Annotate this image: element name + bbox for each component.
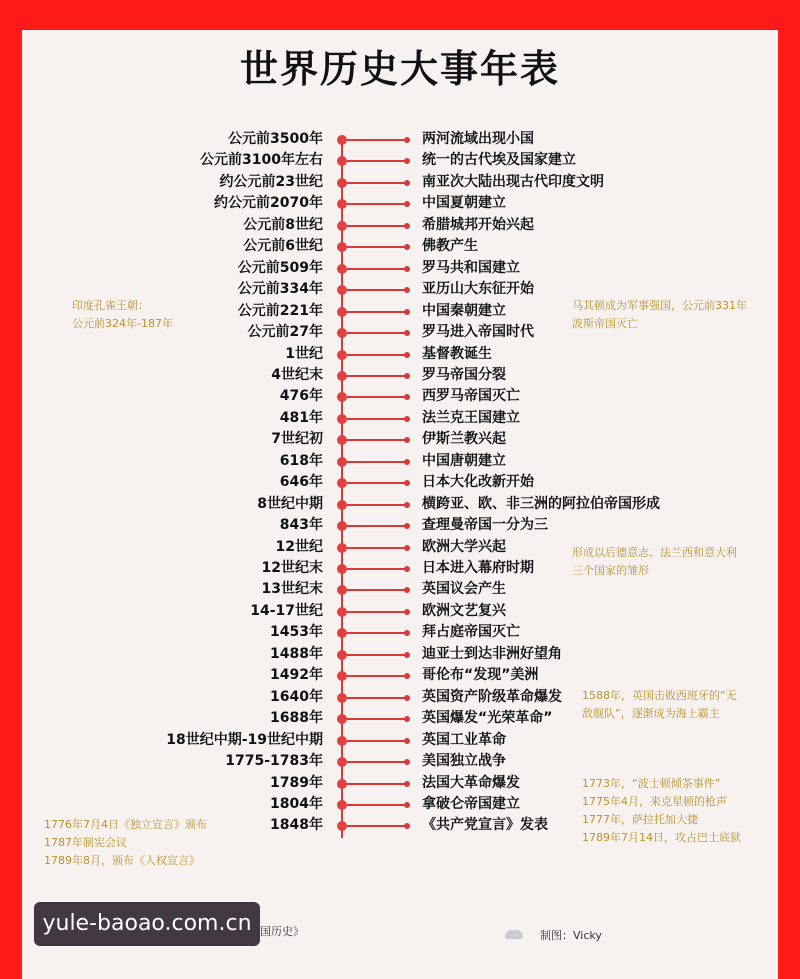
timeline-dot: [337, 543, 347, 553]
connector-line: [347, 675, 407, 677]
note-left: [44, 816, 207, 870]
timeline-row: [22, 193, 778, 214]
event-text: 英国爆发“光荣革命”: [422, 710, 553, 727]
connector-dot: [404, 695, 410, 701]
event-text: 中国夏朝建立: [422, 195, 506, 212]
timeline-row: [22, 386, 778, 407]
timeline-row: [22, 408, 778, 429]
timeline-dot: [337, 779, 347, 789]
event-date: 14-17世纪: [250, 602, 323, 619]
timeline-dot: [337, 585, 347, 595]
event-text: 法兰克王国建立: [422, 409, 520, 426]
timeline-row: [22, 129, 778, 150]
event-text: 中国唐朝建立: [422, 452, 506, 469]
connector-dot: [404, 137, 410, 143]
event-text: 南亚次大陆出现古代印度文明: [422, 173, 604, 190]
connector-line: [347, 354, 407, 356]
event-date: 13世纪末: [261, 581, 323, 598]
connector-line: [347, 311, 407, 313]
event-text: 罗马共和国建立: [422, 259, 520, 276]
event-text: 日本进入幕府时期: [422, 560, 534, 576]
event-date: 476年: [279, 388, 323, 405]
event-date: 1世纪: [285, 345, 323, 362]
connector-dot: [404, 394, 410, 400]
event-date: 12世纪: [275, 538, 323, 555]
connector-dot: [404, 459, 410, 465]
timeline-row: [22, 644, 778, 665]
event-text: 欧洲文艺复兴: [422, 602, 506, 619]
event-text: 迪亚士到达非洲好望角: [422, 645, 562, 662]
connector-dot: [404, 223, 410, 229]
timeline-row: [22, 215, 778, 236]
event-text: 基督教诞生: [422, 345, 492, 362]
timeline-dot: [337, 371, 347, 381]
connector-line: [347, 654, 407, 656]
event-text: 英国资产阶级革命爆发: [422, 688, 562, 705]
event-date: 公元前509年: [237, 259, 323, 276]
timeline-row: [22, 344, 778, 365]
event-date: 1789年: [270, 774, 323, 791]
note-frankish: [572, 544, 737, 580]
timeline-dot: [337, 350, 347, 360]
connector-line: [347, 461, 407, 463]
timeline-dot: [337, 199, 347, 209]
timeline-row: [22, 515, 778, 536]
event-text: 英国议会产生: [422, 581, 506, 598]
timeline-dot: [337, 242, 347, 252]
timeline-dot: [337, 435, 347, 445]
timeline-dot: [337, 307, 347, 317]
note-line: 1776年7月4日《独立宣言》颁布: [44, 818, 207, 831]
timeline-row: [22, 730, 778, 751]
event-text: 横跨亚、欧、非三洲的阿拉伯帝国形成: [422, 495, 660, 512]
connector-dot: [404, 287, 410, 293]
event-date: 公元前6世纪: [243, 238, 323, 255]
note-line: 印度孔雀王朝：: [72, 299, 149, 312]
connector-dot: [404, 437, 410, 443]
event-date: 1688年: [270, 710, 323, 727]
connector-dot: [404, 716, 410, 722]
connector-line: [347, 697, 407, 699]
event-text: 伊斯兰教兴起: [422, 431, 506, 448]
note-macedon: [572, 297, 747, 333]
event-date: 1640年: [270, 688, 323, 705]
event-date: 公元前221年: [237, 302, 323, 319]
note-line: 1775年4月，来克星顿的枪声: [582, 795, 727, 808]
connector-dot: [404, 352, 410, 358]
connector-line: [347, 246, 407, 248]
event-text: 哥伦布“发现”美洲: [422, 667, 539, 684]
connector-dot: [404, 738, 410, 744]
connector-dot: [404, 502, 410, 508]
timeline-row: [22, 258, 778, 279]
note-line: 1789年7月14日，攻占巴士底狱: [582, 831, 741, 844]
timeline-dot: [337, 564, 347, 574]
timeline-dot: [337, 178, 347, 188]
connector-line: [347, 396, 407, 398]
connector-line: [347, 761, 407, 763]
page-title: 世界历史大事年表: [239, 47, 560, 91]
timeline-row: [22, 622, 778, 643]
note-line: 敌舰队”，逐渐成为海上霸主: [582, 707, 720, 720]
event-date: 约公元前23世纪: [219, 173, 323, 190]
note-line: 马其顿成为军事强国，公元前331年: [572, 299, 747, 312]
connector-dot: [404, 673, 410, 679]
timeline-dot: [337, 671, 347, 681]
note-armada: [582, 687, 737, 723]
connector-dot: [404, 158, 410, 164]
event-date: 公元前3500年: [228, 131, 323, 147]
timeline-dot: [337, 607, 347, 617]
event-text: 欧洲大学兴起: [422, 538, 506, 555]
event-text: 中国秦朝建立: [422, 302, 506, 319]
connector-dot: [404, 201, 410, 207]
note-line: 1787年制宪会议: [44, 836, 127, 849]
connector-dot: [404, 545, 410, 551]
note-line: 形成以后德意志、法兰西和意大利: [572, 546, 737, 559]
event-text: 希腊城邦开始兴起: [422, 216, 534, 233]
timeline-dot: [337, 714, 347, 724]
event-date: 4世纪末: [271, 366, 323, 383]
connector-line: [347, 547, 407, 549]
connector-line: [347, 632, 407, 634]
connector-line: [347, 225, 407, 227]
event-text: 拿破仑帝国建立: [422, 795, 520, 812]
connector-dot: [404, 180, 410, 186]
event-text: 统一的古代埃及国家建立: [422, 152, 576, 169]
connector-dot: [404, 416, 410, 422]
event-date: 7世纪初: [271, 431, 323, 448]
connector-line: [347, 525, 407, 527]
timeline-row: [22, 429, 778, 450]
timeline-dot: [337, 414, 347, 424]
timeline-dot: [337, 285, 347, 295]
timeline-row: [22, 150, 778, 171]
connector-dot: [404, 759, 410, 765]
event-date: 8世纪中期: [257, 495, 323, 512]
connector-line: [347, 289, 407, 291]
timeline-row: [22, 472, 778, 493]
footer-source: 国历史》: [260, 925, 304, 938]
connector-line: [347, 182, 407, 184]
note-line: 1588年，英国击败西班牙的“无: [582, 689, 737, 702]
timeline-row: [22, 236, 778, 257]
timeline-dot: [337, 457, 347, 467]
connector-dot: [404, 823, 410, 829]
timeline-dot: [337, 628, 347, 638]
event-date: 约公元前2070年: [214, 195, 323, 212]
note-line: 波斯帝国灭亡: [572, 317, 638, 330]
event-text: 《共产党宣言》发表: [422, 817, 548, 834]
footer-credit: 制图：Vicky: [540, 929, 602, 942]
connector-dot: [404, 523, 410, 529]
note-us: [582, 775, 741, 847]
event-date: 公元前334年: [237, 281, 323, 298]
connector-line: [347, 504, 407, 506]
connector-dot: [404, 373, 410, 379]
connector-dot: [404, 480, 410, 486]
event-text: 美国独立战争: [422, 753, 506, 770]
event-date: 618年: [279, 452, 323, 469]
connector-dot: [404, 566, 410, 572]
connector-line: [347, 375, 407, 377]
connector-line: [347, 160, 407, 162]
note-line: 三个国家的雏形: [572, 564, 649, 577]
event-date: 12世纪末: [261, 560, 323, 576]
event-text: 西罗马帝国灭亡: [422, 388, 520, 405]
connector-dot: [404, 652, 410, 658]
timeline-dot: [337, 478, 347, 488]
timeline-dot: [337, 650, 347, 660]
event-date: 843年: [279, 517, 323, 534]
event-text: 查理曼帝国一分为三: [422, 517, 548, 534]
timeline-dot: [337, 693, 347, 703]
event-date: 481年: [279, 409, 323, 426]
connector-line: [347, 482, 407, 484]
connector-dot: [404, 309, 410, 315]
timeline-dot: [337, 328, 347, 338]
timeline-dot: [337, 264, 347, 274]
event-date: 1453年: [270, 624, 323, 641]
event-date: 1492年: [270, 667, 323, 684]
timeline-row: [22, 665, 778, 686]
timeline-dot: [337, 757, 347, 767]
event-date: 公元前3100年左右: [200, 152, 323, 169]
connector-dot: [404, 802, 410, 808]
event-date: 1848年: [270, 817, 323, 834]
timeline-row: [22, 494, 778, 515]
timeline-row: [22, 751, 778, 772]
connector-line: [347, 332, 407, 334]
timeline-dot: [337, 156, 347, 166]
connector-line: [347, 804, 407, 806]
timeline-page: [22, 30, 778, 979]
connector-line: [347, 825, 407, 827]
note-line: 1777年，萨拉托加大捷: [582, 813, 698, 826]
cloud-icon: [505, 930, 523, 939]
connector-dot: [404, 781, 410, 787]
event-date: 18世纪中期-19世纪中期: [166, 731, 323, 748]
event-date: 公元前27年: [247, 324, 323, 341]
timeline-row: [22, 579, 778, 600]
connector-dot: [404, 630, 410, 636]
connector-dot: [404, 330, 410, 336]
event-text: 英国工业革命: [422, 731, 506, 748]
connector-line: [347, 418, 407, 420]
timeline-dot: [337, 500, 347, 510]
event-date: 公元前8世纪: [243, 216, 323, 233]
connector-line: [347, 139, 407, 141]
timeline-row: [22, 172, 778, 193]
connector-line: [347, 568, 407, 570]
timeline-dot: [337, 800, 347, 810]
connector-line: [347, 589, 407, 591]
timeline-row: [22, 451, 778, 472]
note-maurya: [72, 297, 173, 333]
event-date: 646年: [279, 474, 323, 491]
connector-line: [347, 203, 407, 205]
event-text: 两河流域出现小国: [422, 131, 534, 147]
note-line: 公元前324年-187年: [72, 317, 173, 330]
connector-line: [347, 740, 407, 742]
connector-dot: [404, 266, 410, 272]
note-line: 1773年，“波士顿倾茶事件”: [582, 777, 721, 790]
connector-dot: [404, 244, 410, 250]
timeline-dot: [337, 736, 347, 746]
event-text: 罗马进入帝国时代: [422, 324, 534, 341]
timeline-dot: [337, 821, 347, 831]
event-text: 亚历山大东征开始: [422, 281, 534, 298]
note-line: 1789年8月，颁布《人权宣言》: [44, 854, 200, 867]
timeline-dot: [337, 221, 347, 231]
timeline-row: [22, 365, 778, 386]
connector-line: [347, 783, 407, 785]
event-date: 1775-1783年: [225, 753, 323, 770]
timeline-dot: [337, 392, 347, 402]
connector-line: [347, 611, 407, 613]
timeline-row: [22, 601, 778, 622]
connector-dot: [404, 587, 410, 593]
event-date: 1804年: [270, 795, 323, 812]
timeline-dot: [337, 135, 347, 145]
event-text: 佛教产生: [422, 238, 478, 255]
connector-dot: [404, 609, 410, 615]
watermark: yule-baoao.com.cn: [34, 902, 260, 946]
event-text: 日本大化改新开始: [422, 474, 534, 491]
connector-line: [347, 439, 407, 441]
event-text: 罗马帝国分裂: [422, 366, 506, 383]
event-date: 1488年: [270, 645, 323, 662]
timeline-dot: [337, 521, 347, 531]
connector-line: [347, 268, 407, 270]
event-text: 拜占庭帝国灭亡: [422, 624, 520, 641]
connector-line: [347, 718, 407, 720]
event-text: 法国大革命爆发: [422, 774, 520, 791]
